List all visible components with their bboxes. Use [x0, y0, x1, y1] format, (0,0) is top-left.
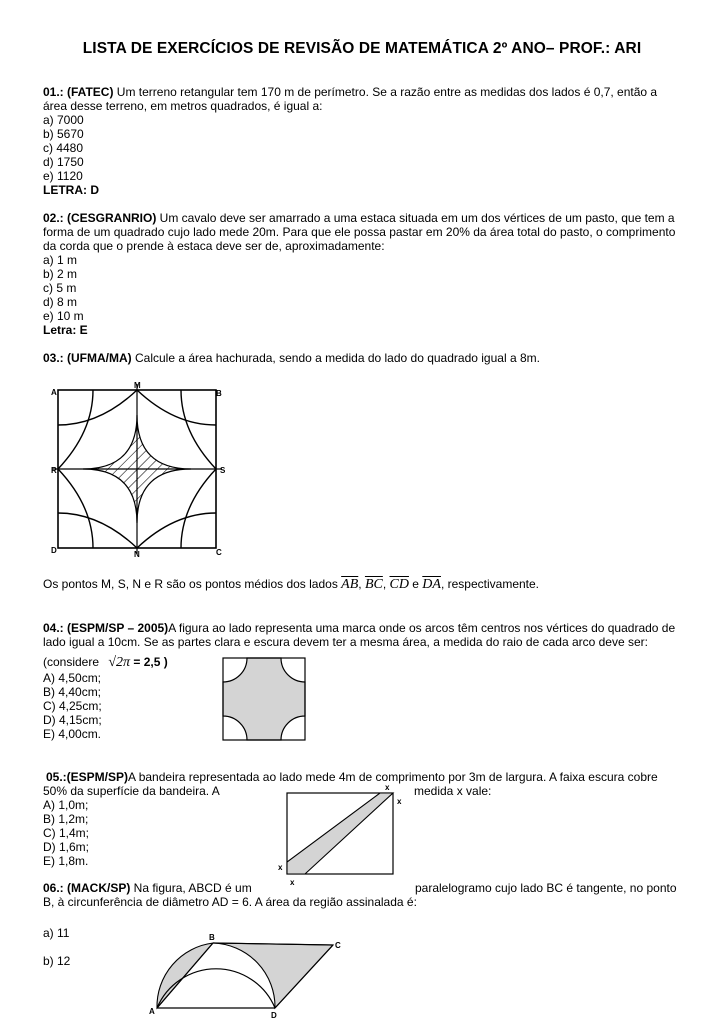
- question-4-option-c: C) 4,25cm;: [43, 699, 102, 713]
- question-6: [43, 881, 252, 895]
- page-title: LISTA DE EXERCÍCIOS DE REVISÃO DE MATEMÁTICA 2º ANO– PROF.: ARI: [82, 40, 642, 57]
- label-r: R: [51, 466, 57, 475]
- label-n: N: [134, 550, 140, 559]
- question-5-text-2b: medida x vale:: [414, 784, 492, 798]
- question-3-sep-3: e: [408, 577, 423, 591]
- question-1-option-d: d) 1750: [43, 155, 84, 169]
- question-1: [43, 85, 683, 113]
- question-4-option-e: E) 4,00cm.: [43, 727, 102, 741]
- question-3-text: Calcule a área hachurada, sendo a medida do lado do quadrado igual a 8m.: [131, 351, 540, 365]
- question-4-option-d: D) 4,15cm;: [43, 713, 102, 727]
- question-5-option-a: A) 1,0m;: [43, 798, 89, 812]
- label-a: A: [51, 388, 57, 397]
- label-c: C: [216, 548, 222, 557]
- question-3-figure: [48, 380, 238, 560]
- question-6-text-a: Na figura, ABCD é um: [130, 881, 252, 895]
- question-6-label: 06.: (MACK/SP): [43, 881, 131, 895]
- x-label-left: x: [278, 863, 283, 872]
- question-4: [43, 621, 683, 649]
- question-6-figure: [145, 930, 345, 1020]
- question-6-option-a: a) 11: [43, 926, 70, 940]
- label-c: C: [335, 941, 341, 950]
- question-1-option-a: a) 7000: [43, 113, 84, 127]
- question-1-answer: LETRA: D: [43, 183, 99, 197]
- x-label-right: x: [397, 797, 402, 806]
- question-3-note-prefix: Os pontos M, S, N e R são os pontos médios dos lados: [43, 577, 342, 591]
- question-1-option-e: e) 1120: [43, 169, 83, 183]
- question-3: [43, 351, 540, 365]
- segment-ab: $\overline{AB}$: [341, 577, 359, 592]
- x-label-top: x: [385, 783, 390, 792]
- shaded-right-region: [213, 943, 333, 1008]
- question-6-text-2: B, à circunferência de diâmetro AD = 6. A área da região assinalada é:: [43, 895, 417, 909]
- question-4-consider: [43, 655, 168, 670]
- question-3-sep-1: ,: [358, 577, 365, 591]
- question-4-label: 04.: (ESPM/SP – 2005): [43, 621, 169, 635]
- question-2-text: Um cavalo deve ser amarrado a uma estaca situada em um dos vértices de um pasto, que tem a forma de um quadrado cujo lado mede 20m. Para que ele possa pastar em 20% da área total do pasto, o comprimento da corda que o prende à estaca deve ser de, aproximadamente:: [43, 211, 676, 253]
- question-3-sep-2: ,: [382, 577, 390, 591]
- question-5-option-b: B) 1,2m;: [43, 812, 89, 826]
- question-2-answer: Letra: E: [43, 323, 88, 337]
- question-5: [46, 770, 658, 784]
- question-6-text-b: paralelogramo cujo lado BC é tangente, no ponto: [415, 881, 677, 895]
- question-2-option-c: c) 5 m: [43, 281, 77, 295]
- question-5-option-e: E) 1,8m.: [43, 854, 89, 868]
- question-2-option-d: d) 8 m: [43, 295, 78, 309]
- question-2-label: 02.: (CESGRANRIO): [43, 211, 157, 225]
- consider-prefix: (considere: [43, 655, 100, 669]
- label-d: D: [51, 546, 57, 555]
- question-5-option-c: C) 1,4m;: [43, 826, 90, 840]
- question-5-text-1: A bandeira representada ao lado mede 4m de comprimento por 3m de largura. A faixa escura cobre: [128, 770, 658, 784]
- label-m: M: [134, 381, 141, 390]
- segment-cd: $\overline{CD}$: [389, 577, 409, 592]
- question-5-label: 05.:(ESPM/SP): [46, 770, 129, 784]
- segment-bc: $\overline{BC}$: [364, 577, 383, 592]
- shaded-star: [223, 658, 305, 740]
- question-6-option-b: b) 12: [43, 954, 71, 968]
- question-1-text: Um terreno retangular tem 170 m de perímetro. Se a razão entre as medidas dos lados é 0,7, então a área desse terreno, em metros quadrados, é igual a:: [43, 85, 658, 113]
- question-4-option-b: B) 4,40cm;: [43, 685, 102, 699]
- label-b: B: [216, 389, 222, 398]
- question-4-figure: [219, 654, 309, 744]
- question-3-note: [43, 577, 539, 592]
- question-2-option-e: e) 10 m: [43, 309, 84, 323]
- consider-suffix: = 2,5 ): [130, 655, 168, 669]
- consider-expression: √2π: [108, 655, 131, 670]
- question-4-text: A figura ao lado representa uma marca onde os arcos têm centros nos vértices do quadrado de lado igual a 10cm. Se as partes clara e escura devem ter a mesma área, a medida do raio de cada arco deve ser:: [43, 621, 676, 649]
- x-label-bottom: x: [290, 878, 295, 887]
- question-2: [43, 211, 683, 253]
- question-3-note-suffix: , respectivamente.: [440, 577, 540, 591]
- question-4-option-a: A) 4,50cm;: [43, 671, 102, 685]
- label-b: B: [209, 933, 215, 942]
- label-s: S: [220, 466, 226, 475]
- question-1-option-b: b) 5670: [43, 127, 84, 141]
- question-2-option-a: a) 1 m: [43, 253, 78, 267]
- question-3-label: 03.: (UFMA/MA): [43, 351, 132, 365]
- segment-da: $\overline{DA}$: [422, 577, 441, 592]
- question-1-label: 01.: (FATEC): [43, 85, 114, 99]
- question-1-option-c: c) 4480: [43, 141, 84, 155]
- label-a: A: [149, 1007, 155, 1016]
- question-5-text-2a: 50% da superfície da bandeira. A: [43, 784, 220, 798]
- question-5-option-d: D) 1,6m;: [43, 840, 90, 854]
- label-d: D: [271, 1011, 277, 1020]
- question-5-flag-figure: [275, 784, 405, 888]
- question-2-option-b: b) 2 m: [43, 267, 78, 281]
